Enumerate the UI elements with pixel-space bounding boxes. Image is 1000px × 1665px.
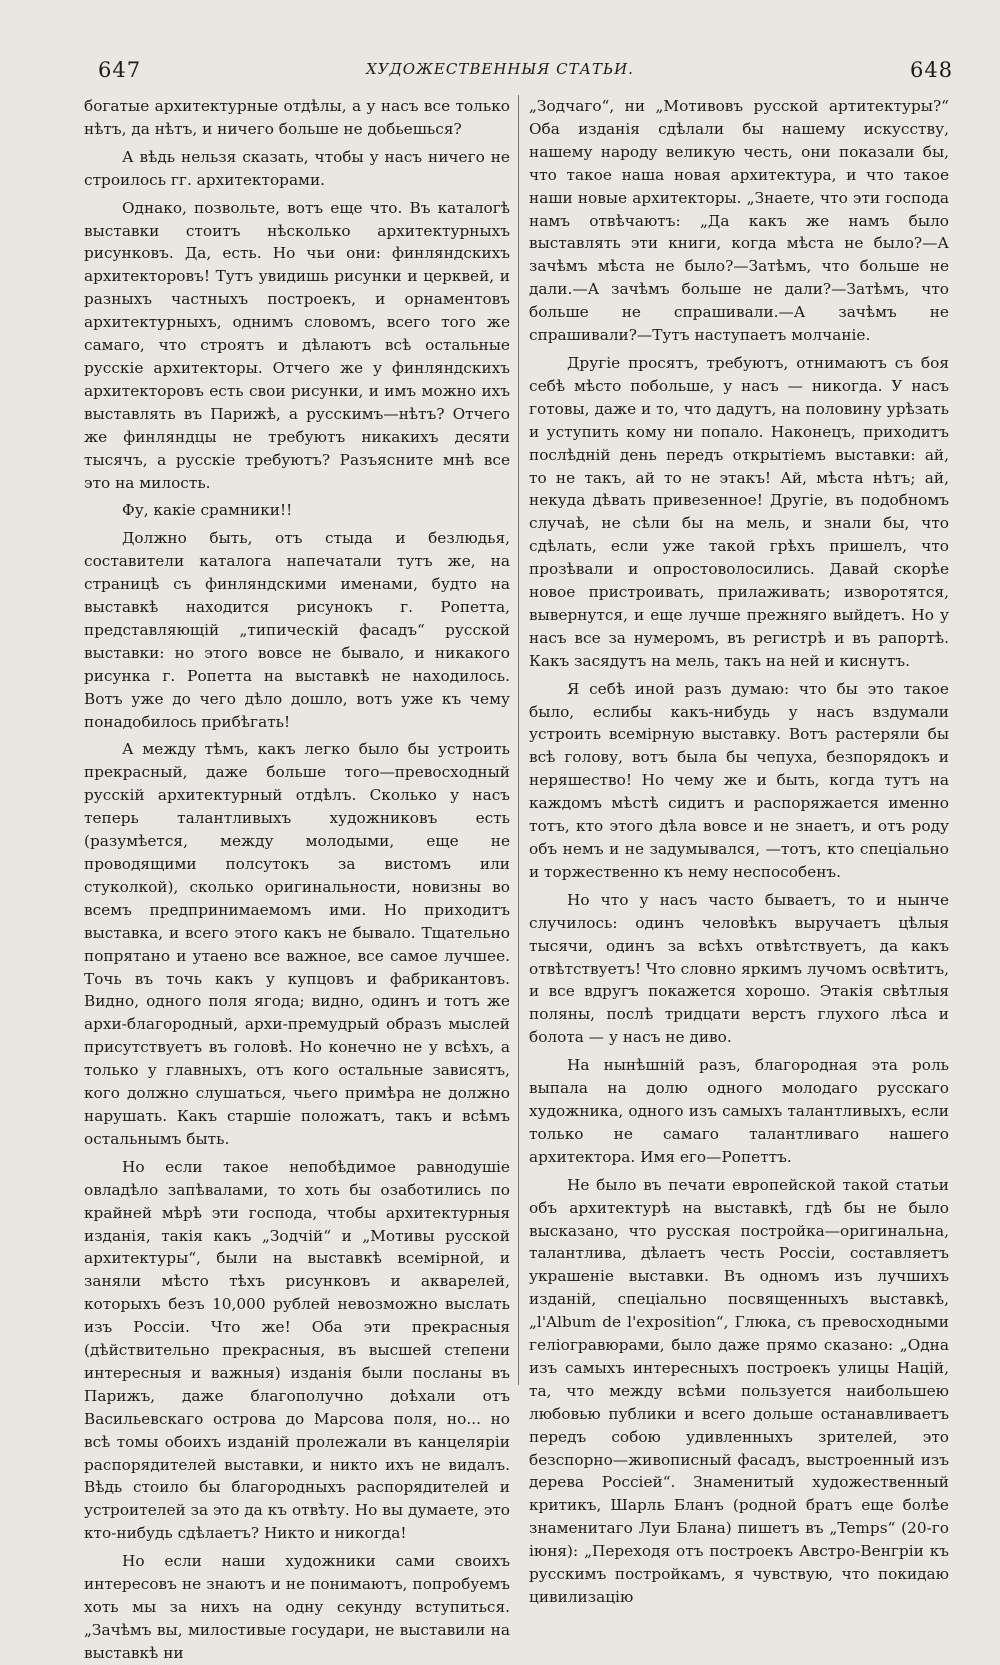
paragraph: Однако, позвольте, вотъ еще что. Въ каталогѣ выставки стоитъ нѣсколько архитектурныхъ рисунковъ. Да, есть. Но чьи они: финляндскихъ архитекторовъ! Тутъ увидишь рисунки и церквей, и разныхъ частныхъ построекъ, и орнаментовъ архитектурныхъ, однимъ словомъ, всего того же самаго, что строятъ и дѣлаютъ всѣ остальные русскіе архитекторы. Отчего же у финляндскихъ архитекторовъ есть свои рисунки, и имъ можно ихъ выставлять въ Парижѣ, а русскимъ—нѣтъ? Отчего же финляндцы не требуютъ никакихъ десяти тысячъ, а русскіе требуютъ? Разъясните мнѣ все это на милость. [84, 198, 510, 492]
paragraph: Фу, какіе срамники!! [122, 501, 293, 520]
paragraph: Но если наши художники сами своихъ интересовъ не знаютъ и не понимаютъ, попробуемъ хоть мы за нихъ на одну секунду вступиться. „Зачѣмъ вы, милостивые государи, не выставили на выставкѣ ни [84, 1552, 510, 1662]
paragraph: богатые архитектурные отдѣлы, а у насъ все только нѣтъ, да нѣтъ, и ничего больше не добьешься? [84, 97, 510, 138]
right-column [529, 95, 949, 1606]
paragraph: Другіе просятъ, требуютъ, отнимаютъ съ боя себѣ мѣсто побольше, у насъ — никогда. У насъ готовы, даже и то, что дадутъ, на половину урѣзать и уступить кому ни попало. Наконецъ, приходитъ послѣдній день передъ открытіемъ выставки: ай, то не такъ, ай то не этакъ! Ай, мѣста нѣтъ; ай, некуда дѣвать привезенное! Другіе, въ подобномъ случаѣ, не сѣли бы на мель, и знали бы, что сдѣлать, если уже такой грѣхъ пришелъ, что прозѣвали и опростоволосились. Давай скорѣе новое пристроивать, прилаживать; изворотятся, вывернутся, и еще лучше прежняго выйдетъ. Но у насъ все за нумеромъ, въ регистрѣ и въ рапортѣ. Какъ засядутъ на мель, такъ на ней и киснутъ. [529, 353, 949, 670]
page-number-left: 647 [98, 58, 142, 82]
paragraph: „Зодчаго“, ни „Мотивовъ русской артитектуры?“ Оба изданія сдѣлали бы нашему искусству, нашему народу великую честь, они показали бы, что такое наша новая архитектура, и что такое наши новые архитекторы. „Знаете, что эти господа намъ отвѣчаютъ: „Да какъ же намъ было выставлять эти книги, когда мѣста не было?—А зачѣмъ мѣста не было?—Затѣмъ, что больше не дали.—А зачѣмъ больше не дали?—Затѣмъ, что больше не спрашивали.—А зачѣмъ не спрашивали?—Тутъ наступаетъ молчаніе. [529, 97, 949, 345]
running-title: ХУДОЖЕСТВЕННЫЯ СТАТЬИ. [366, 60, 634, 78]
paragraph: Не было въ печати европейской такой статьи объ архитектурѣ на выставкѣ, гдѣ бы не было высказано, что русская постройка—оригинальна, талантлива, дѣлаетъ честь Россіи, составляетъ украшеніе выставки. Въ одномъ изъ лучшихъ изданій, спеціально посвященныхъ выставкѣ, „l'Album de l'exposition“, Глюка, съ превосходными геліогравюрами, было даже прямо сказано: „Одна изъ самыхъ интересныхъ построекъ улицы Націй, та, что между всѣми пользуется наибольшею любовью публики и всего дольше останавливаетъ передъ собою удивленныхъ зрителей, это безспорно—живописный фасадъ, выстроенный изъ дерева Россіей“. Знаменитый художественный критикъ, Шарль Бланъ (родной братъ еще болѣе знаменитаго Луи Блана) пишетъ въ „Temps“ (20-го іюня): „Переходя отъ построекъ Австро-Венгріи къ русскимъ постройкамъ, я чувствую, что покидаю цивилизацію [529, 1175, 949, 1606]
left-column [84, 95, 510, 1662]
page-number-right: 648 [910, 58, 954, 82]
paragraph: На нынѣшній разъ, благородная эта роль выпала на долю одного молодаго русскаго художника, одного изъ самыхъ талантливыхъ, если только не самаго талантливаго нашего архитектора. Имя его—Ропеттъ. [529, 1056, 949, 1166]
paragraph: Я себѣ иной разъ думаю: что бы это такое было, еслибы какъ-нибудь у насъ вздумали устроить всемірную выставку. Вотъ растеряли бы всѣ голову, вотъ была бы чепуха, безпорядокъ и неряшество! Но чему же и быть, когда тутъ на каждомъ мѣстѣ сидитъ и распоряжается именно тотъ, кто этого дѣла вовсе и не знаетъ, и отъ роду объ немъ и не задумывался, —тотъ, кто спеціально и торжественно къ нему неспособенъ. [529, 679, 949, 881]
column-divider [518, 95, 519, 1385]
paragraph: Но если такое непобѣдимое равнодушіе овладѣло запѣвалами, то хоть бы озаботились по крайней мѣрѣ эти господа, чтобы архитектурныя изданія, такія какъ „Зодчій“ и „Мотивы русской архитектуры“, были на выставкѣ всемірной, и заняли мѣсто тѣхъ рисунковъ и акварелей, которыхъ безъ 10,000 рублей невозможно выслать изъ Россіи. Что же! Оба эти прекрасныя (дѣйствительно прекрасныя, въ высшей степени интересныя и важныя) изданія были посланы въ Парижъ, даже благополучно доѣхали отъ Васильевскаго острова до Марсова поля, но... но всѣ томы обоихъ изданій пролежали въ канцеляріи распорядителей выставки, и никто ихъ не видалъ. Вѣдь стоило бы благородныхъ распорядителей и устроителей за это да къ отвѣту. Но вы думаете, это кто-нибудь сдѣлаетъ? Никто и никогда! [84, 1157, 510, 1543]
paragraph: А вѣдь нельзя сказать, чтобы у насъ ничего не строилось гг. архитекторами. [84, 147, 510, 189]
page-header [0, 50, 1000, 90]
paragraph: А между тѣмъ, какъ легко было бы устроить прекрасный, даже больше того—превосходный русскій архитектурный отдѣлъ. Сколько у насъ теперь талантливыхъ художниковъ есть (разумѣется, между молодыми, еще не проводящими полсутокъ за вистомъ или стуколкой), сколько оригинальности, новизны во всемъ предпринимаемомъ ими. Но приходитъ выставка, и всего этого какъ не бывало. Тщательно попрятано и утаено все важное, все самое лучшее. Точь въ точь какъ у купцовъ и фабрикантовъ. Видно, одного поля ягода; видно, одинъ и тотъ же архи-благородный, архи-премудрый образъ мыслей присутствуетъ въ головѣ. Но конечно не у всѣхъ, а только у главныхъ, отъ кого остальные зависятъ, кого должно слушаться, чьего примѣра не должно нарушать. Какъ старшіе положатъ, такъ и всѣмъ остальнымъ быть. [84, 740, 510, 1148]
paragraph: Должно быть, отъ стыда и безлюдья, составители каталога напечатали тутъ же, на страницѣ съ финляндскими именами, будто на выставкѣ находится рисунокъ г. Ропетта, представляющій „типическій фасадъ“ русской выставки: но этого вовсе не бывало, и никакого рисунка г. Ропетта на выставкѣ не находилось. Вотъ уже до чего дѣло дошло, вотъ уже къ чему понадобилось прибѣгать! [84, 529, 510, 731]
paragraph: Но что у насъ часто бываетъ, то и нынче случилось: одинъ человѣкъ выручаетъ цѣлыя тысячи, одинъ за всѣхъ отвѣтствуетъ, да какъ отвѣтствуетъ! Что словно яркимъ лучомъ освѣтитъ, и все вдругъ покажется хорошо. Этакія свѣтлыя поляны, послѣ тридцати верстъ глухого лѣса и болота — у насъ не диво. [529, 890, 949, 1047]
